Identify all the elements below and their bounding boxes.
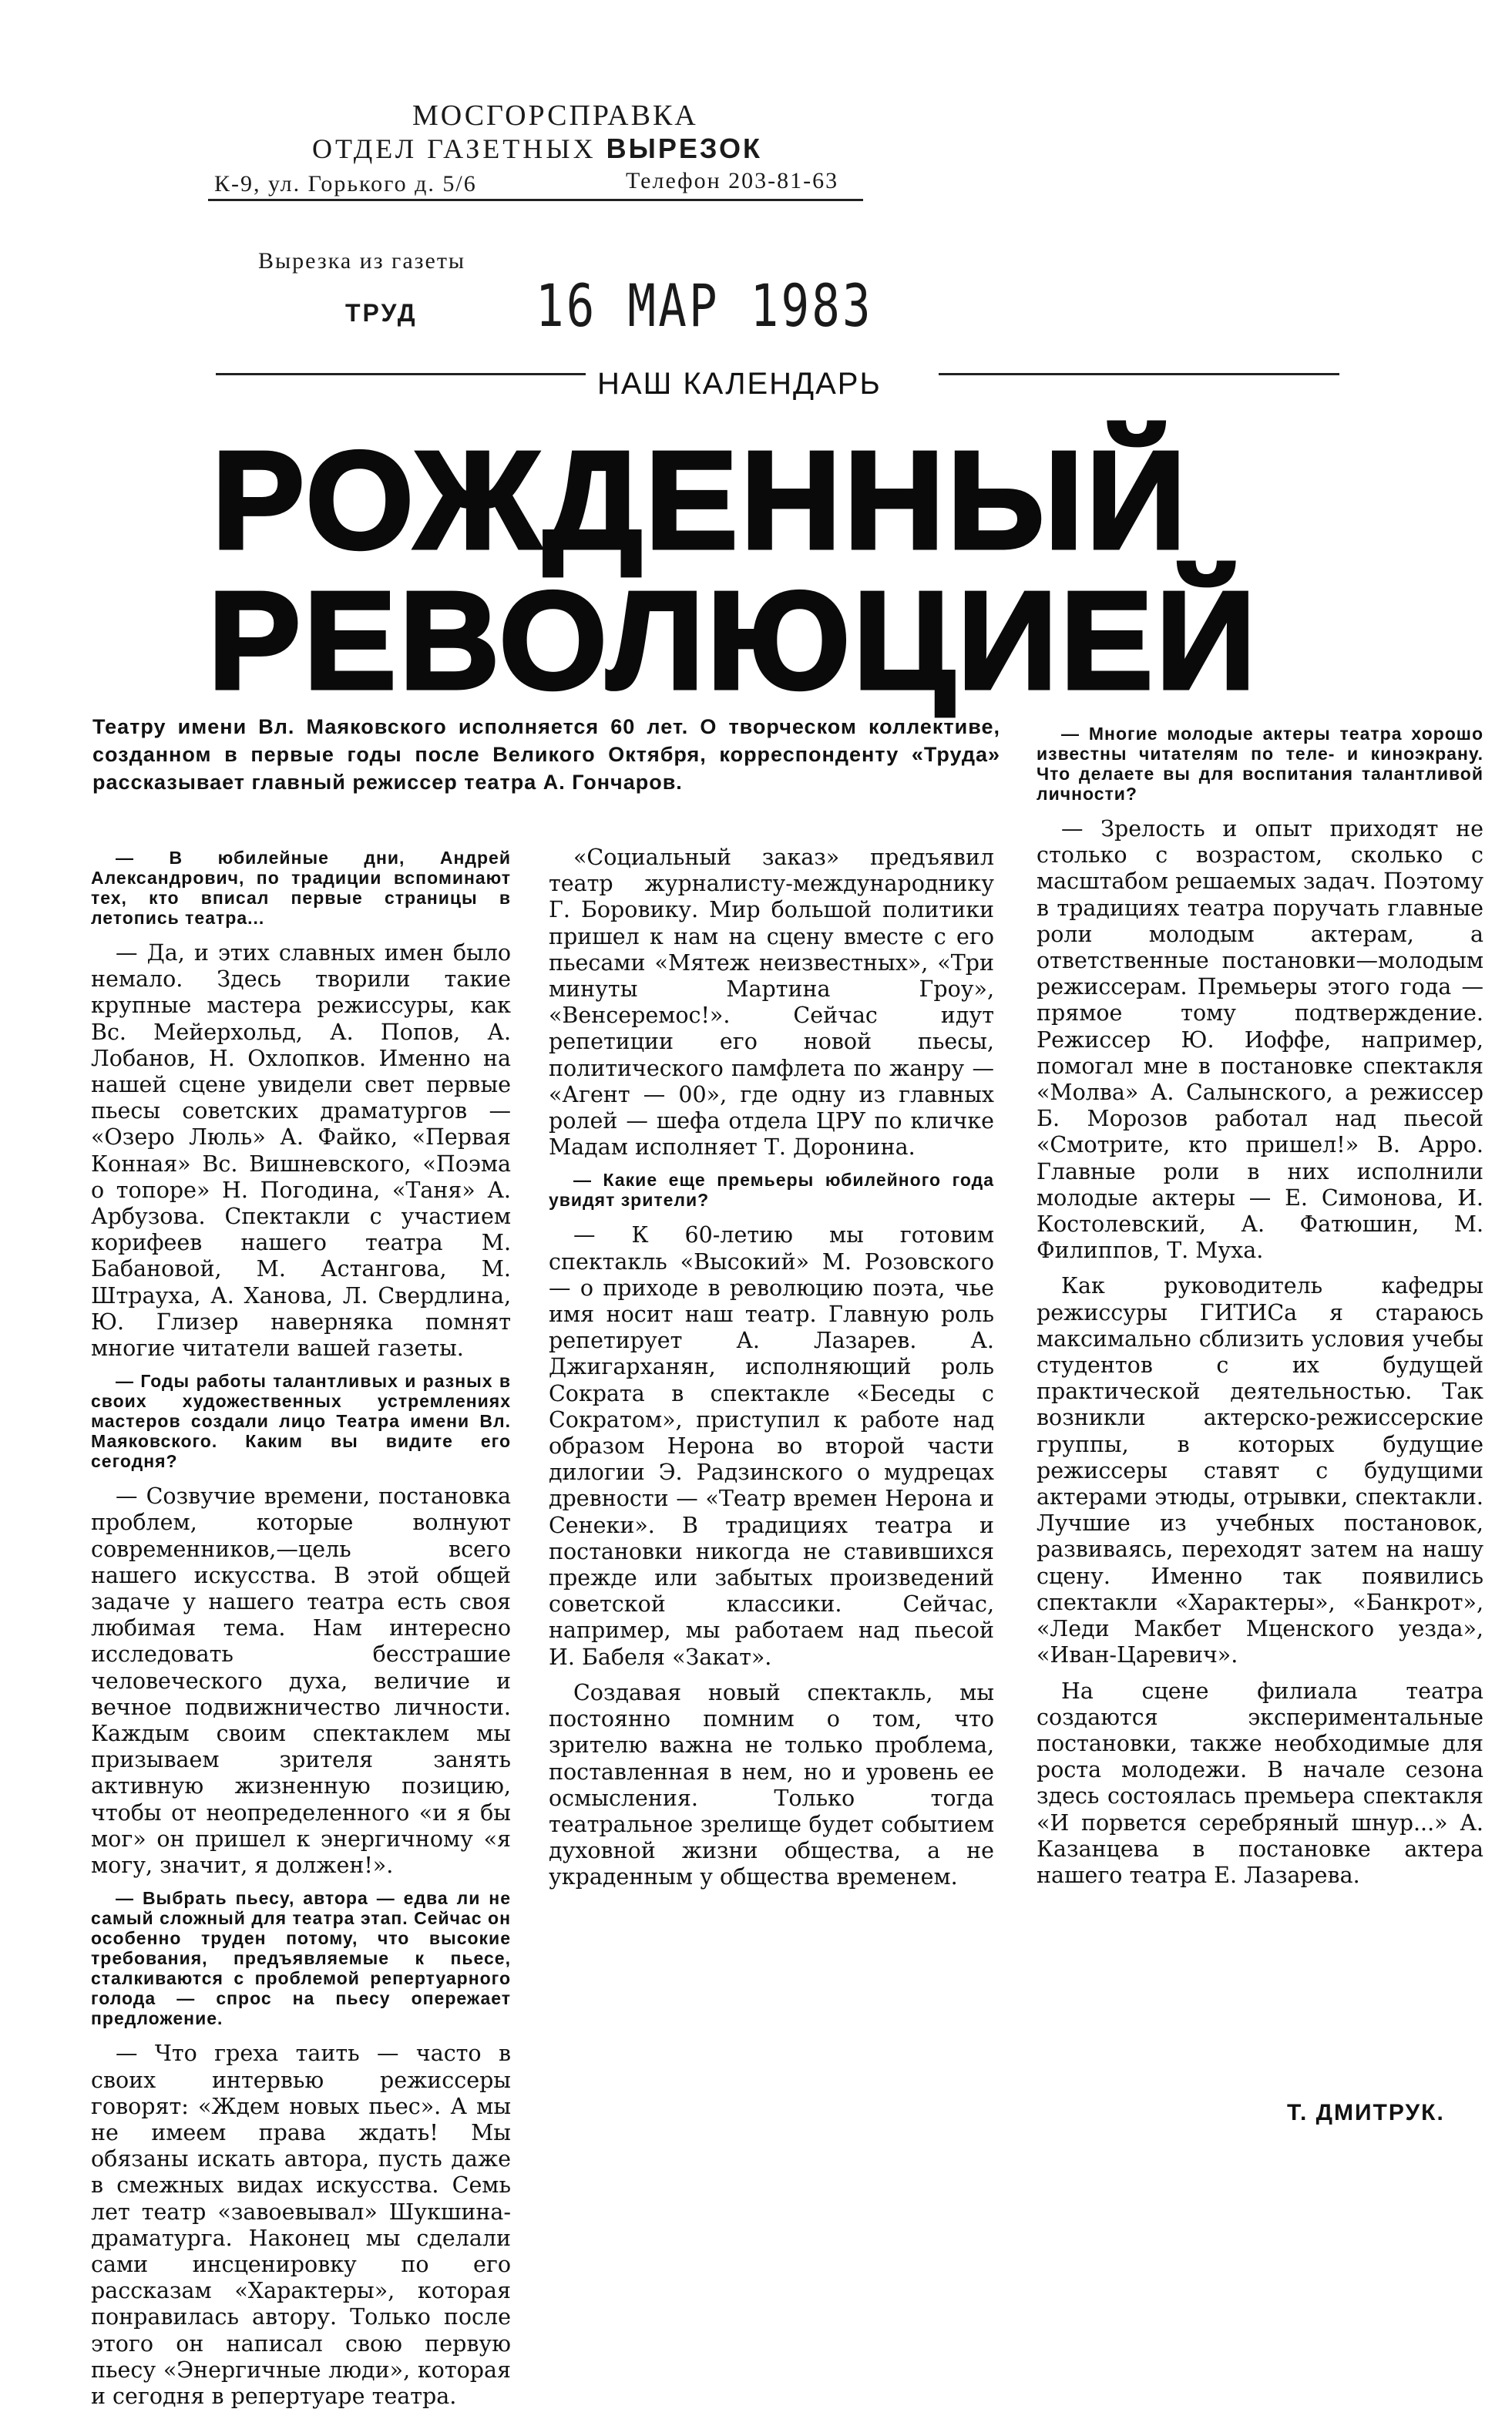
answer-5-part-c: На сцене филиала театра создаются экспериментальные постановки, также необходимые для роста молодежи. В начале сезона здесь состоялась премьера спектакля «И порвется серебряный шнур...» А. Казанцева в постановке актера нашего театра Е. Лазарева. [1037,1678,1483,1888]
clipping-label: Вырезка из газеты [258,248,466,274]
date-stamp: 16 МАР 1983 [536,271,873,340]
answer-3-part-b: «Социальный заказ» предъявил театр журналисту-международнику Г. Боровику. Мир большой политики пришел к нам на сцену вместе с его пьесами «Мятеж неизвестных», «Три минуты Мартина Гроу», «Венсеремос!». Сейчас идут репетиции его новой пьесы, политического памфлета по жанру — «Агент — 00», где одну из главных ролей — шефа отдела ЦРУ по кличке Мадам исполняет Т. Доронина. [549,845,994,1161]
department-prefix: ОТДЕЛ ГАЗЕТНЫХ [312,133,596,164]
newspaper-name: ТРУД [345,299,418,327]
article-column-2 [549,845,994,1900]
department-suffix: ВЫРЕЗОК [606,133,762,164]
rubric-rule-right [939,373,1339,375]
rubric-title: НАШ КАЛЕНДАРЬ [597,367,882,401]
article-lead: Театру имени Вл. Маяковского исполняется 60 лет. О творческом коллективе, созданном в первые годы после Великого Октября, корреспонденту «Труда» рассказывает главный режиссер театра А. Гончаров. [92,715,1000,794]
answer-1: — Да, и этих славных имен было немало. Здесь творили такие крупные мастера режиссуры, как Вс. Мейерхольд, А. Попов, А. Лобанов, Н. Охлопков. Именно на нашей сцене увидели свет первые пьесы советских драматургов — «Озеро Люль» А. Файко, «Первая Конная» Вс. Вишневского, «Поэма о топоре» Н. Погодина, «Таня» А. Арбузова. Спектакли с участием корифеев нашего театра М. Бабановой, М. Астангова, М. Штрауха, А. Ханова, Л. Свердлина, Ю. Глизер наверняка помнят многие читатели вашей газеты. [91,940,511,1362]
question-2: — Годы работы талантливых и разных в своих художественных устремлениях мастеров создали лицо Театра имени Вл. Маяковского. Каким вы видите его сегодня? [91,1371,511,1472]
headline-line-2: РЕВОЛЮЦИЕЙ [208,563,1259,718]
rubric-rule-left [216,373,586,375]
answer-5-part-b: Как руководитель кафедры режиссуры ГИТИСа я стараюсь максимально сблизить условия учебы студентов с их будущей практической деятельностью. Так возникли актерско-режиссерские группы, в которых будущие режиссеры ставят с будущими актерами этюды, отрывки, спектакли. Лучшие из учебных постановок, развиваясь, переходят затем на нашу сцену. Именно так появились спектакли «Характеры», «Банкрот», «Леди Макбет Мценского уезда», «Иван-Царевич». [1037,1273,1483,1668]
agency-address: К-9, ул. Горького д. 5/6 [214,171,477,197]
article-byline: Т. ДМИТРУК. [1287,2100,1445,2125]
answer-3-part-a: — Что греха таить — часто в своих интервью режиссеры говорят: «Ждем новых пьес». А мы не имеем права ждать! Мы обязаны искать автора, пусть даже в смежных видах искусства. Семь лет театр «завоевывал» Шукшина-драматурга. Наконец мы сделали сами инсценировку по его рассказам «Характеры», которая понравилась автору. Только после этого он написал свою первую пьесу «Энергичные люди», которая и сегодня в репертуаре театра. [91,2041,511,2409]
answer-4-part-b: Создавая новый спектакль, мы постоянно помним о том, что зрителю важна не только проблема, поставленная в нем, но и уровень ее осмысления. Только тогда театральное зрелище будет событием духовной жизни общества, а не украденным у общества временем. [549,1679,994,1890]
question-3: — Выбрать пьесу, автора — едва ли не самый сложный для театра этап. Сейчас он особенно труден потому, что высокие требования, предъявляемые к пьесе, сталкиваются с проблемой репертуарного голода — спрос на пьесу опережает предложение. [91,1888,511,2029]
question-1: — В юбилейные дни, Андрей Александрович, по традиции вспоминают тех, кто вписал первые страницы в летопись театра... [91,848,511,928]
agency-phone: Телефон 203-81-63 [626,168,839,193]
answer-5-part-a: — Зрелость и опыт приходят не столько с возрастом, сколько с масштабом решаемых задач. Поэтому в традициях театра поручать главные роли молодым актерам, а ответственные постановки—молодым режиссерам. Премьеры этого года — прямое тому подтверждение. Режиссер Ю. Иоффе, например, помогал мне в постановке спектакля «Молва» А. Салынского, а режиссер Б. Морозов работал над пьесой «Смотрите, кто пришел!» В. Арро. Главные роли в них исполнили молодые актеры — Е. Симонова, И. Костолевский, А. Фатюшин, М. Филиппов, Т. Муха. [1037,816,1483,1264]
agency-name: МОСГОРСПРАВКА [412,99,698,132]
article-column-3 [1037,721,1483,1898]
answer-2: — Созвучие времени, постановка проблем, которые волнуют современников,—цель всего нашего искусства. В этой общей задаче у нашего театра есть своя любимая тема. Нам интересно исследовать бесстрашие человеческого духа, величие и вечное подвижничество личности. Каждым своим спектаклем мы призываем зрителя занять активную жизненную позицию, чтобы от неопределенного «и я бы мог» он пришел к энергичному «я могу, значит, я должен!». [91,1483,511,1879]
question-5: — Многие молодые актеры театра хорошо известны читателям по теле- и киноэкрану. Что делаете вы для воспитания талантливой личности? [1037,724,1483,804]
department-name [312,133,762,165]
headline-line-1: РОЖДЕННЫЙ [212,423,1189,578]
article-column-1 [91,845,511,2419]
stamp-underline [208,199,863,201]
answer-4-part-a: — К 60-летию мы готовим спектакль «Высокий» М. Розовского — о приходе в революцию поэта, чье имя носит наш театр. Главную роль репетирует А. Лазарев. А. Джигарханян, исполняющий роль Сократа в спектакле «Беседы с Сократом», приступил к работе над образом Нерона во второй части дилогии Э. Радзинского о мудрецах древности — «Театр времен Нерона и Сенеки». В традициях театра и постановки никогда не ставившихся прежде или забытых произведений советской классики. Сейчас, например, мы работаем над пьесой И. Бабеля «Закат». [549,1222,994,1670]
question-4: — Какие еще премьеры юбилейного года увидят зрители? [549,1170,994,1211]
